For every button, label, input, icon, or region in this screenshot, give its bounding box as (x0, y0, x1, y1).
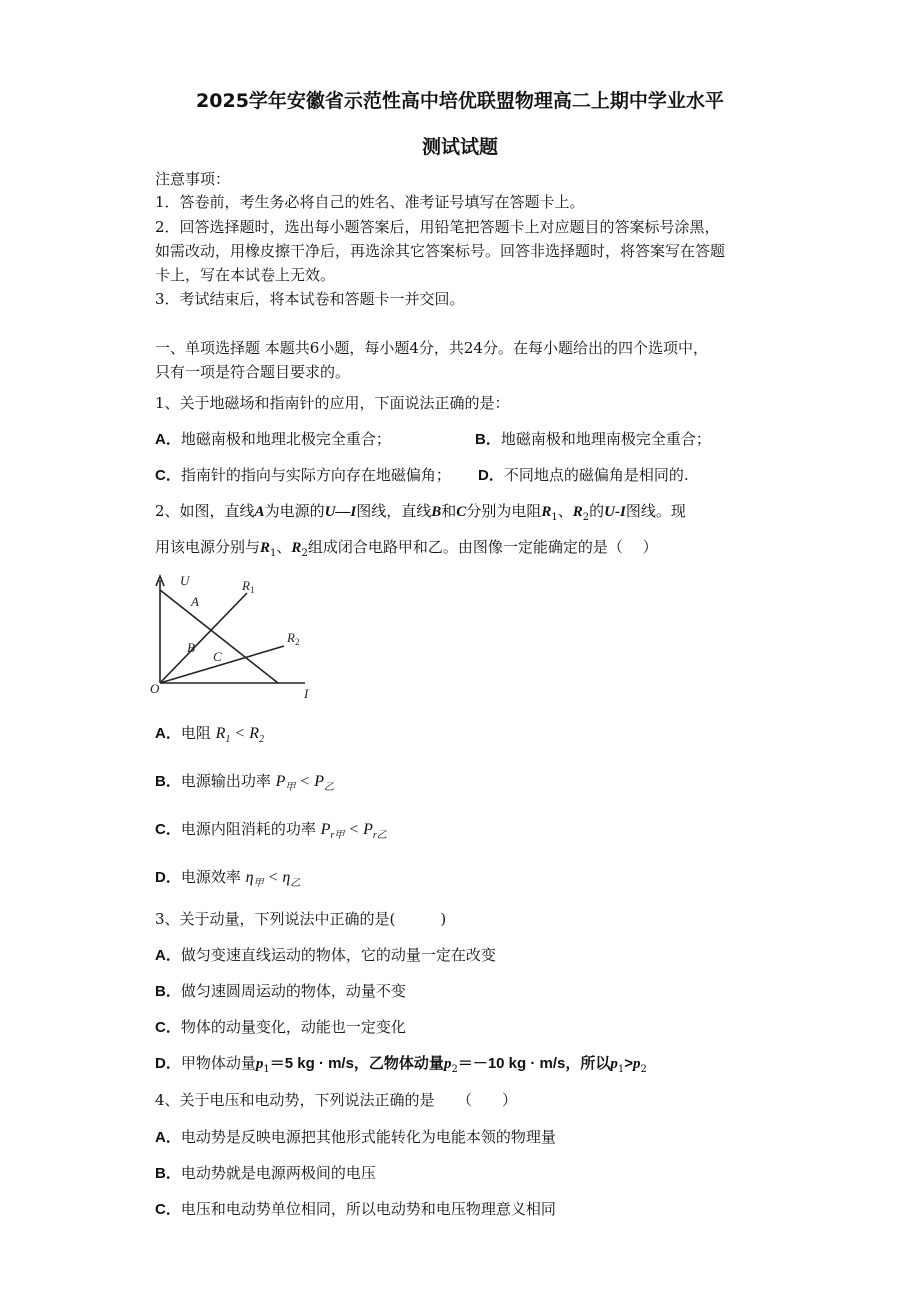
subscript: r乙 (372, 830, 387, 842)
symbol: P (314, 773, 324, 790)
q2-option-b (155, 770, 334, 799)
text: 分别为电阻 (466, 502, 542, 520)
symbol-p: p (443, 1056, 452, 1072)
symbol-p: p (255, 1056, 264, 1072)
q1-option-a (155, 428, 391, 451)
option-text: 指南针的指向与实际方向存在地磁偏角； (180, 466, 451, 484)
label-r2: $R_2$ (287, 630, 300, 647)
option-label: A． (155, 947, 181, 964)
notice-item-1: 1．答卷前，考生务必将自己的姓名、准考证号填写在答题卡上。 (155, 193, 585, 211)
text: 为电源的 (264, 502, 325, 520)
subscript: 1 (617, 1064, 625, 1075)
option-text: 地磁南极和地理南极完全重合； (500, 430, 711, 448)
ui-graph-figure (150, 568, 320, 703)
q3-option-d (155, 1052, 647, 1081)
text: 组成闭合电路甲和乙。由图像一定能确定的是（ ） (307, 538, 658, 556)
line-a (160, 590, 278, 683)
q2-stem-line-1 (155, 500, 686, 529)
symbol-r: R (541, 504, 552, 520)
option-text: 电动势就是电源两极间的电压 (180, 1164, 376, 1182)
text: 2、如图，直线 (155, 502, 255, 520)
subscript: 乙 (290, 878, 301, 890)
option-label: C． (155, 821, 181, 838)
q2-option-c (155, 818, 387, 847)
formula (245, 869, 301, 890)
formula (275, 773, 334, 794)
subscript: 甲 (253, 878, 264, 890)
option-text: 物体的动量变化，动能也一定变化 (180, 1018, 406, 1036)
text: 和 (441, 502, 457, 520)
symbol-a: A (254, 504, 265, 520)
option-text: 电动势是反映电源把其他形式能转化为电能本领的物理量 (180, 1128, 556, 1146)
notice-item-2a: 2．回答选择题时，选出每小题答案后，用铅笔把答题卡上对应题目的答案标号涂黑， (155, 218, 720, 236)
q1-option-b (475, 428, 711, 451)
symbol-ui: U-I (604, 504, 626, 520)
symbol: η (282, 869, 291, 886)
subscript: 1 (225, 734, 231, 746)
subscript: 乙 (324, 782, 334, 794)
option-text: 做匀速圆周运动的物体，动量不变 (180, 982, 406, 1000)
symbol-p: p (633, 1056, 641, 1072)
subscript: 甲 (285, 782, 296, 794)
symbol: η (245, 869, 254, 886)
option-label: C． (155, 1019, 181, 1036)
notice-item-3: 3．考试结束后，将本试卷和答题卡一并交回。 (155, 290, 465, 308)
option-text: 电源效率 (180, 868, 241, 886)
symbol: R (215, 725, 226, 742)
q2-stem-line-2 (155, 536, 658, 565)
subscript: 2 (582, 512, 590, 523)
symbol-ui: U—I (324, 504, 357, 520)
text: 、 (557, 502, 573, 520)
text: 、 (276, 538, 292, 556)
q4-option-b (155, 1162, 376, 1185)
symbol: P (320, 821, 331, 838)
subscript: 1 (270, 548, 277, 559)
label-c: C (213, 649, 222, 664)
symbol: < (267, 869, 279, 886)
formula (215, 725, 264, 746)
option-text: 电源内阻消耗的功率 (180, 820, 316, 838)
title-line-1: 2025学年安徽省示范性高中培优联盟物理高二上期中学业水平 (196, 90, 724, 112)
section-heading-1: 一、单项选择题 本题共6小题，每小题4分，共24分。在每小题给出的四个选项中， (155, 339, 708, 357)
option-text: 电压和电动势单位相同，所以电动势和电压物理意义相同 (180, 1200, 556, 1218)
label-a: A (191, 594, 199, 609)
symbol-b: B (431, 504, 442, 520)
option-text: 电源输出功率 (180, 772, 271, 790)
q3-option-c (155, 1016, 406, 1039)
label-r1: $R_1$ (242, 578, 255, 595)
option-text: 甲物体动量 (180, 1054, 256, 1072)
subscript: 1 (263, 1064, 270, 1075)
q4-option-c (155, 1198, 556, 1221)
q4-option-a (155, 1126, 556, 1149)
formula (320, 821, 387, 842)
q2-option-d (155, 866, 300, 895)
q4-stem: 4、关于电压和电动势，下列说法正确的是 （ ） (155, 1091, 518, 1109)
option-label: C． (155, 1201, 181, 1218)
q1-option-d (478, 464, 689, 487)
title-line-2: 测试试题 (421, 136, 498, 158)
option-label: B． (475, 431, 501, 448)
u-axis-label: U (180, 573, 190, 588)
q2-option-a (155, 722, 264, 751)
subscript: 2 (451, 1064, 458, 1075)
notice-item-2c: 卡上，写在本试卷上无效。 (155, 266, 336, 284)
symbol: < (299, 773, 311, 790)
symbol-r: R (291, 540, 302, 556)
q1-option-c (155, 464, 451, 487)
text: 用该电源分别与 (155, 538, 261, 556)
option-text: 地磁南极和地理北极完全重合； (180, 430, 391, 448)
symbol-r: R (572, 504, 583, 520)
symbol: P (275, 773, 286, 790)
option-text: ＝5 kg · m/s，乙物体动量 (269, 1055, 444, 1072)
text: 的 (589, 502, 605, 520)
symbol-r: R (260, 540, 271, 556)
symbol: < (348, 821, 360, 838)
q3-stem: 3、关于动量，下列说法中正确的是( ) (155, 910, 447, 928)
q1-stem: 1、关于地磁场和指南针的应用，下面说法正确的是： (155, 394, 510, 412)
subscript: 2 (259, 734, 264, 746)
subscript: 2 (301, 548, 308, 559)
section-heading-2: 只有一项是符合题目要求的。 (155, 363, 351, 381)
option-label: A． (155, 431, 181, 448)
option-label: A． (155, 1129, 181, 1146)
q3-option-a (155, 944, 496, 967)
option-label: A． (155, 725, 181, 742)
option-label: D． (155, 1055, 181, 1072)
i-axis-label: I (304, 686, 309, 701)
option-label: C． (155, 467, 181, 484)
option-label: B． (155, 1165, 181, 1182)
symbol-p: p (610, 1056, 618, 1072)
notice-heading: 注意事项： (155, 170, 231, 188)
symbol-gt: > (624, 1055, 633, 1072)
label-b: B (187, 640, 195, 655)
subscript: 1 (551, 512, 558, 523)
option-text: 电阻 (180, 724, 211, 742)
symbol-c: C (456, 504, 467, 520)
option-label: B． (155, 773, 181, 790)
text: 图线。现 (625, 502, 686, 520)
symbol: < (234, 725, 246, 742)
symbol: P (363, 821, 373, 838)
subscript: r甲 (330, 830, 345, 842)
symbol: R (249, 725, 259, 742)
option-label: B． (155, 983, 181, 1000)
option-label: D． (155, 869, 181, 886)
text: 图线，直线 (356, 502, 432, 520)
option-text: 不同地点的磁偏角是相同的. (503, 466, 689, 484)
option-label: D． (478, 467, 504, 484)
notice-item-2b: 如需改动，用橡皮擦干净后，再选涂其它答案标号。回答非选择题时，将答案写在答题 (155, 242, 726, 260)
origin-label: O (150, 681, 160, 696)
q3-option-b (155, 980, 406, 1003)
subscript: 2 (640, 1064, 647, 1075)
option-text: ＝－10 kg · m/s，所以 (457, 1055, 611, 1072)
option-text: 做匀变速直线运动的物体，它的动量一定在改变 (180, 946, 496, 964)
